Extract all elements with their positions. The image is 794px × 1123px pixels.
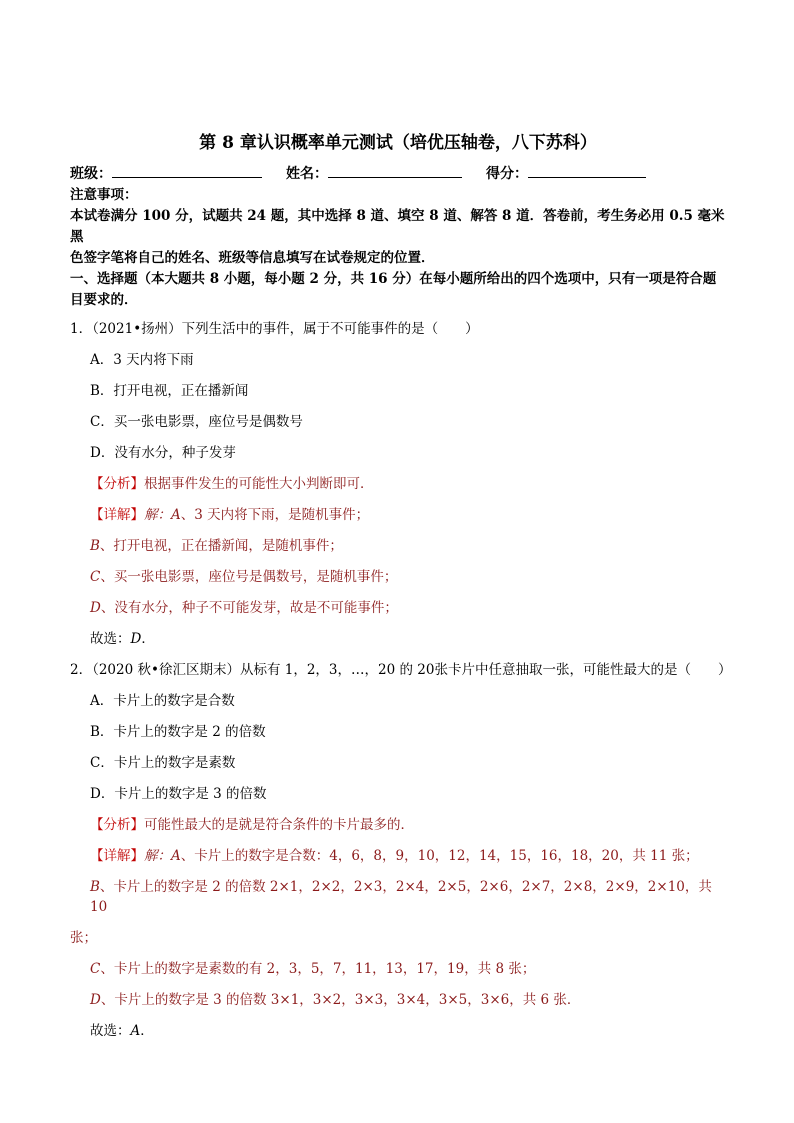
detail-text: 、卡片上的数字是素数的有 2，3，5，7，11，13，17，19，共 8 张； <box>100 961 536 977</box>
option-a: A．3 天内将下雨 <box>90 352 194 368</box>
detail-line-b <box>70 877 726 948</box>
notice-line-1: 本试卷满分 100 分，试题共 24 题，其中选择 8 道、填空 8 道、解答 8 道．答卷前，考生务必用 0.5 毫米黑 <box>70 208 725 245</box>
detail-line-c <box>70 959 726 979</box>
option-a: A．卡片上的数字是合数 <box>90 693 235 709</box>
exam-page <box>70 132 732 1052</box>
detail-text: 、打开电视，正在播新闻，是随机事件； <box>99 538 343 554</box>
detail-tag: 【详解】 <box>90 848 144 864</box>
answer-suffix: ． <box>140 1023 154 1039</box>
detail-text: 、买一张电影票，座位号是偶数号，是随机事件； <box>100 569 398 585</box>
option-c: C．买一张电影票，座位号是偶数号 <box>90 414 303 430</box>
answer-suffix: ． <box>141 631 155 647</box>
option-b: B．打开电视，正在播新闻 <box>90 383 249 399</box>
option-d: D．卡片上的数字是 3 的倍数 <box>90 786 267 802</box>
detail-line-d <box>70 990 726 1010</box>
detail-text: 、卡片上的数字是 2 的倍数 2×1，2×2，2×3，2×4，2×5，2×6，2×7，2×8，2×9，2×10，共 10 <box>90 879 712 915</box>
score-blank[interactable] <box>528 163 646 178</box>
detail-letter: D <box>90 600 101 616</box>
answer-prefix: 故选： <box>90 1023 131 1039</box>
detail-letter: C <box>90 569 101 585</box>
detail-line-c <box>70 567 726 587</box>
detail-line-d <box>70 598 726 618</box>
analysis-tag: 【分析】 <box>90 476 144 492</box>
class-label: 班级： <box>70 166 112 182</box>
detail-letter: 解：A <box>144 507 181 523</box>
student-info-row <box>70 163 726 185</box>
detail-letter: B <box>90 538 100 554</box>
analysis-line <box>70 815 726 835</box>
section-line-1: 一、选择题（本大题共 8 小题，每小题 2 分，共 16 分）在每小题所给出的四个选项中，只有一项是符合题 <box>70 271 717 287</box>
detail-line-b <box>70 536 726 556</box>
analysis-text: 可能性最大的是就是符合条件的卡片最多的． <box>144 817 414 833</box>
detail-line-a <box>70 505 726 525</box>
section-line-2: 目要求的． <box>70 292 138 308</box>
detail-text: 、卡片上的数字是合数：4，6，8，9，10，12，14，15，16，18，20，共 11 张； <box>180 848 699 864</box>
answer-prefix: 故选： <box>90 631 131 647</box>
detail-text: 、卡片上的数字是 3 的倍数 3×1，3×2，3×3，3×4，3×5，3×6，共 6 张． <box>100 992 581 1008</box>
question-2 <box>70 660 732 1041</box>
notice-line-2: 色签字笔将自己的姓名、班级等信息填写在试卷规定的位置． <box>70 250 435 266</box>
option-c: C．卡片上的数字是素数 <box>90 755 236 771</box>
detail-tag: 【详解】 <box>90 507 144 523</box>
analysis-line <box>70 474 726 494</box>
option-d: D．没有水分，种子发芽 <box>90 445 236 461</box>
answer-letter: D <box>130 631 142 647</box>
question-1 <box>70 319 726 649</box>
detail-line-a <box>70 846 726 866</box>
score-label: 得分： <box>486 166 528 182</box>
detail-letter: D <box>90 992 101 1008</box>
answer-letter: A <box>130 1023 141 1039</box>
detail-text: 、3 天内将下雨，是随机事件； <box>180 507 370 523</box>
detail-letter: 解：A <box>144 848 181 864</box>
class-blank[interactable] <box>112 163 262 178</box>
notice-title: 注意事项： <box>70 187 138 203</box>
name-blank[interactable] <box>328 163 462 178</box>
detail-text: 、没有水分，种子不可能发芽，故是不可能事件； <box>100 600 398 616</box>
answer-line <box>70 1021 726 1041</box>
answer-line <box>70 629 726 649</box>
name-label: 姓名： <box>286 166 328 182</box>
option-b: B．卡片上的数字是 2 的倍数 <box>90 724 266 740</box>
analysis-tag: 【分析】 <box>90 817 144 833</box>
question-stem: 2．（2020 秋•徐汇区期末）从标有 1，2，3，…，20 的 20张卡片中任意抽取一张，可能性最大的是（ ） <box>70 662 732 678</box>
detail-continuation: 张； <box>70 930 97 946</box>
document-title: 第 8 章认识概率单元测试（培优压轴卷，八下苏科） <box>199 133 597 153</box>
analysis-text: 根据事件发生的可能性大小判断即可． <box>144 476 374 492</box>
detail-letter: C <box>90 961 101 977</box>
question-stem: 1．（2021•扬州）下列生活中的事件，属于不可能事件的是（ ） <box>70 321 479 337</box>
detail-letter: B <box>90 879 100 895</box>
